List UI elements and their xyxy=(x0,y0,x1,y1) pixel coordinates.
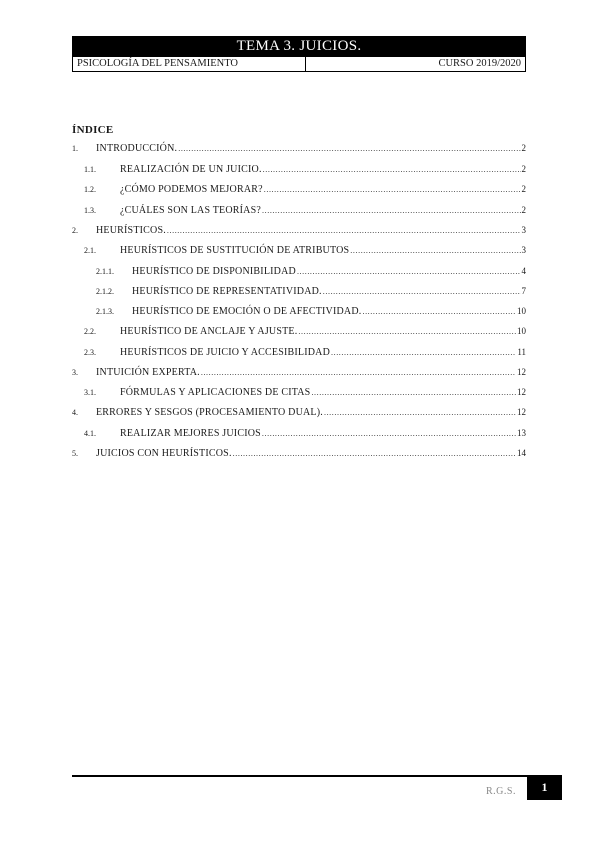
toc-entry-page: 3 xyxy=(521,245,526,255)
toc-entry-label: ERRORES Y SESGOS (PROCESAMIENTO DUAL). xyxy=(96,407,323,418)
toc-entry[interactable] xyxy=(72,366,526,379)
toc-entry-label: ¿CUÁLES SON LAS TEORÍAS? xyxy=(120,205,262,216)
toc-leader-dots xyxy=(167,224,521,237)
toc-entry-number: 2.1.1. xyxy=(96,267,114,276)
toc-entry[interactable] xyxy=(84,183,526,196)
toc-entry-label: REALIZACIÓN DE UN JUICIO. xyxy=(120,164,262,175)
toc-entry-page: 2 xyxy=(521,205,526,215)
toc-entry[interactable] xyxy=(96,285,526,298)
toc-entry[interactable] xyxy=(84,204,526,217)
toc-leader-dots xyxy=(263,163,521,176)
toc-entry-label: HEURÍSTICOS. xyxy=(96,225,166,236)
course-year: CURSO 2019/2020 xyxy=(438,58,521,69)
toc-entry[interactable] xyxy=(84,244,526,257)
toc-entry[interactable] xyxy=(72,406,526,419)
toc-entry-page: 7 xyxy=(521,286,526,296)
toc-entry-number: 1. xyxy=(72,144,78,153)
toc-entry-number: 2.1.2. xyxy=(96,287,114,296)
toc-entry-number: 2. xyxy=(72,226,78,235)
toc-entry-page: 2 xyxy=(521,184,526,194)
toc-entry-number: 1.2. xyxy=(84,185,96,194)
toc-leader-dots xyxy=(233,447,516,460)
toc-entry-number: 4.1. xyxy=(84,429,96,438)
toc-entry-page: 14 xyxy=(517,448,526,458)
author-initials: R.G.S. xyxy=(486,786,516,797)
toc-entry-page: 2 xyxy=(521,164,526,174)
toc-leader-dots xyxy=(298,325,516,338)
toc-leader-dots xyxy=(323,285,521,298)
toc-entry-label: HEURÍSTICOS DE SUSTITUCIÓN DE ATRIBUTOS xyxy=(120,245,350,256)
toc-entry[interactable] xyxy=(96,305,526,318)
toc-entry-label: INTUICIÓN EXPERTA. xyxy=(96,367,200,378)
toc-heading: ÍNDICE xyxy=(72,124,114,136)
toc-entry[interactable] xyxy=(84,346,526,359)
toc-entry-page: 12 xyxy=(517,407,526,417)
toc-entry-number: 4. xyxy=(72,408,78,417)
header-subtitle-bar xyxy=(72,56,526,72)
toc-entry[interactable] xyxy=(84,163,526,176)
footer-divider xyxy=(72,775,528,777)
toc-entry-page: 10 xyxy=(517,326,526,336)
toc-entry[interactable] xyxy=(96,265,526,278)
toc-entry-number: 2.2. xyxy=(84,327,96,336)
toc-entry-label: HEURÍSTICO DE ANCLAJE Y AJUSTE. xyxy=(120,326,298,337)
toc-entry-number: 5. xyxy=(72,449,78,458)
toc-leader-dots xyxy=(262,204,520,217)
toc-entry[interactable] xyxy=(72,447,526,460)
toc-leader-dots xyxy=(324,406,516,419)
toc-entry-page: 12 xyxy=(517,387,526,397)
toc-entry-number: 2.1.3. xyxy=(96,307,114,316)
toc-entry-label: REALIZAR MEJORES JUICIOS xyxy=(120,428,261,439)
toc-entry-number: 2.1. xyxy=(84,246,96,255)
toc-entry[interactable] xyxy=(84,386,526,399)
toc-leader-dots xyxy=(311,386,516,399)
toc-entry-number: 1.1. xyxy=(84,165,96,174)
toc-entry[interactable] xyxy=(72,142,526,155)
toc-entry-label: HEURÍSTICO DE DISPONIBILIDAD xyxy=(132,266,296,277)
toc-entry-number: 1.3. xyxy=(84,206,96,215)
toc-entry-label: JUICIOS CON HEURÍSTICOS. xyxy=(96,448,232,459)
toc-leader-dots xyxy=(350,244,520,257)
document-title: TEMA 3. JUICIOS. xyxy=(72,36,526,56)
toc-entry-page: 3 xyxy=(521,225,526,235)
toc-entry-page: 2 xyxy=(521,143,526,153)
toc-entry-label: FÓRMULAS Y APLICACIONES DE CITAS xyxy=(120,387,311,398)
subject-name: PSICOLOGÍA DEL PENSAMIENTO xyxy=(73,57,306,71)
toc-entry-number: 2.3. xyxy=(84,348,96,357)
toc-entry-page: 12 xyxy=(517,367,526,377)
toc-leader-dots xyxy=(331,346,516,359)
page-number: 1 xyxy=(527,775,562,800)
toc-entry-label: HEURÍSTICOS DE JUICIO Y ACCESIBILIDAD xyxy=(120,347,330,358)
toc-entry-label: INTRODUCCIÓN. xyxy=(96,143,178,154)
toc-leader-dots xyxy=(178,142,520,155)
toc-entry-number: 3.1. xyxy=(84,388,96,397)
toc-entry[interactable] xyxy=(84,427,526,440)
toc-entry-page: 11 xyxy=(517,347,526,357)
toc-entry-page: 13 xyxy=(517,428,526,438)
toc-entry[interactable] xyxy=(72,224,526,237)
toc-entry-label: HEURÍSTICO DE EMOCIÓN O DE AFECTIVIDAD. xyxy=(132,306,362,317)
toc-leader-dots xyxy=(297,265,521,278)
toc-entry-number: 3. xyxy=(72,368,78,377)
toc-leader-dots xyxy=(201,366,516,379)
toc-leader-dots xyxy=(262,427,516,440)
toc-leader-dots xyxy=(264,183,521,196)
toc-entry-page: 4 xyxy=(521,266,526,276)
toc-entry[interactable] xyxy=(84,325,526,338)
toc-entry-page: 10 xyxy=(517,306,526,316)
toc-entry-label: ¿CÓMO PODEMOS MEJORAR? xyxy=(120,184,263,195)
toc-leader-dots xyxy=(362,305,516,318)
toc-entry-label: HEURÍSTICO DE REPRESENTATIVIDAD. xyxy=(132,286,322,297)
